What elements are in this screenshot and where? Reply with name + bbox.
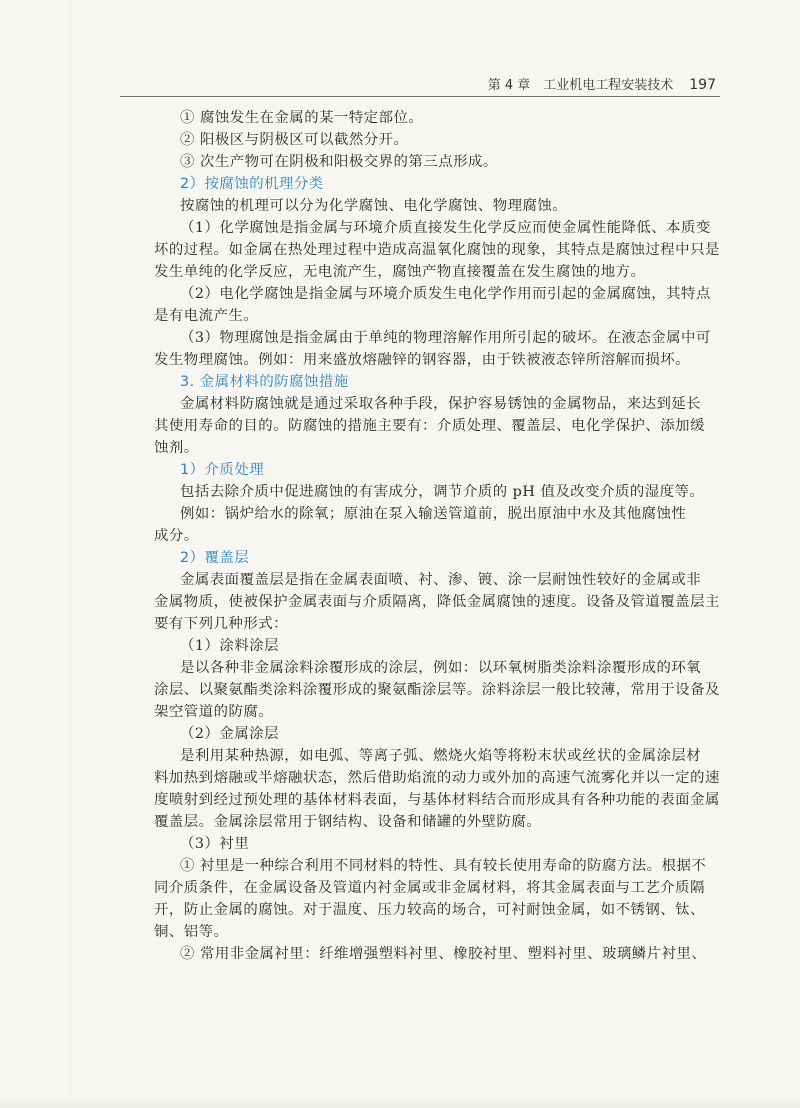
text-line: ② 阳极区与阴极区可以截然分开。: [180, 132, 409, 148]
text-line: 度喷射到经过预处理的基体材料表面，与基体材料结合而形成具有各种功能的表面金属: [154, 792, 720, 808]
text-line: 架空管道的防腐。: [154, 704, 274, 720]
text-line: （3）衬里: [180, 836, 250, 852]
page-number: 197: [689, 77, 716, 93]
section-heading: 3. 金属材料的防腐蚀措施: [180, 374, 349, 390]
text-line: 例如：锅炉给水的除氧；原油在泵入输送管道前，脱出原油中水及其他腐蚀性: [180, 506, 687, 522]
running-header: [488, 74, 716, 93]
text-line: 是以各种非金属涂料涂覆形成的涂层，例如：以环氧树脂类涂料涂覆形成的环氧: [180, 660, 702, 676]
page-bottom-edge: [0, 1094, 800, 1108]
section-heading: 2）覆盖层: [180, 550, 250, 566]
text-line: 发生单纯的化学反应，无电流产生，腐蚀产物直接覆盖在发生腐蚀的地方。: [154, 264, 646, 280]
body-text: [154, 107, 728, 965]
text-line: 按腐蚀的机理可以分为化学腐蚀、电化学腐蚀、物理腐蚀。: [180, 198, 568, 214]
text-line: 是有电流产生。: [154, 308, 259, 324]
text-line: 同介质条件，在金属设备及管道内衬金属或非金属材料，将其金属表面与工艺介质隔: [154, 880, 705, 896]
text-line: 涂层、以聚氨酯类涂料涂覆形成的聚氨酯涂层等。涂料涂层一般比较薄，常用于设备及: [154, 682, 720, 698]
text-line: 是利用某种热源，如电弧、等离子弧、燃烧火焰等将粉末状或丝状的金属涂层材: [180, 748, 702, 764]
text-line: 开，防止金属的腐蚀。对于温度、压力较高的场合，可衬耐蚀金属，如不锈钢、钛、: [154, 902, 705, 918]
text-line: 金属物质，使被保护金属表面与介质隔离，降低金属腐蚀的速度。设备及管道覆盖层主: [154, 594, 720, 610]
text-line: （1）化学腐蚀是指金属与环境介质直接发生化学反应而使金属性能降低、本质变: [180, 220, 711, 236]
section-heading: 1）介质处理: [180, 462, 265, 478]
text-line: （1）涂料涂层: [180, 638, 279, 654]
text-line: ② 常用非金属衬里：纤维增强塑料衬里、橡胶衬里、塑料衬里、玻璃鳞片衬里、: [180, 946, 707, 962]
section-heading: 2）按腐蚀的机理分类: [180, 176, 324, 192]
text-line: （3）物理腐蚀是指金属由于单纯的物理溶解作用所引起的破坏。在液态金属中可: [180, 330, 711, 346]
text-line: 其使用寿命的目的。防腐蚀的措施主要有：介质处理、覆盖层、电化学保护、添加缓: [154, 418, 705, 434]
chapter-title: 第 4 章 工业机电工程安装技术: [487, 78, 674, 93]
text-line: 要有下列几种形式：: [154, 616, 289, 632]
text-line: 铜、铝等。: [154, 924, 229, 940]
text-line: ③ 次生产物可在阴极和阳极交界的第三点形成。: [180, 154, 498, 170]
header-rule: [120, 96, 720, 97]
page-gutter-shadow: [70, 0, 71, 1108]
text-line: 成分。: [154, 528, 199, 544]
text-line: 金属材料防腐蚀就是通过采取各种手段，保护容易锈蚀的金属物品，来达到延长: [180, 396, 702, 412]
text-line: ① 腐蚀发生在金属的某一特定部位。: [180, 110, 424, 126]
text-line: （2）金属涂层: [180, 726, 279, 742]
text-line: （2）电化学腐蚀是指金属与环境介质发生电化学作用而引起的金属腐蚀，其特点: [180, 286, 711, 302]
text-line: 蚀剂。: [154, 440, 199, 456]
text-line: 包括去除介质中促进腐蚀的有害成分，调节介质的 pH 值及改变介质的湿度等。: [180, 484, 705, 500]
text-line: ① 衬里是一种综合利用不同材料的特性、具有较长使用寿命的防腐方法。根据不: [180, 858, 707, 874]
text-line: 料加热到熔融或半熔融状态，然后借助焰流的动力或外加的高速气流雾化并以一定的速: [154, 770, 720, 786]
text-line: 坏的过程。如金属在热处理过程中造成高温氧化腐蚀的现象，其特点是腐蚀过程中只是: [154, 242, 720, 258]
text-line: 发生物理腐蚀。例如：用来盛放熔融锌的钢容器，由于铁被液态锌所溶解而损坏。: [154, 352, 691, 368]
text-line: 金属表面覆盖层是指在金属表面喷、衬、渗、镀、涂一层耐蚀性较好的金属或非: [180, 572, 702, 588]
text-line: 覆盖层。金属涂层常用于钢结构、设备和储罐的外壁防腐。: [154, 814, 542, 830]
